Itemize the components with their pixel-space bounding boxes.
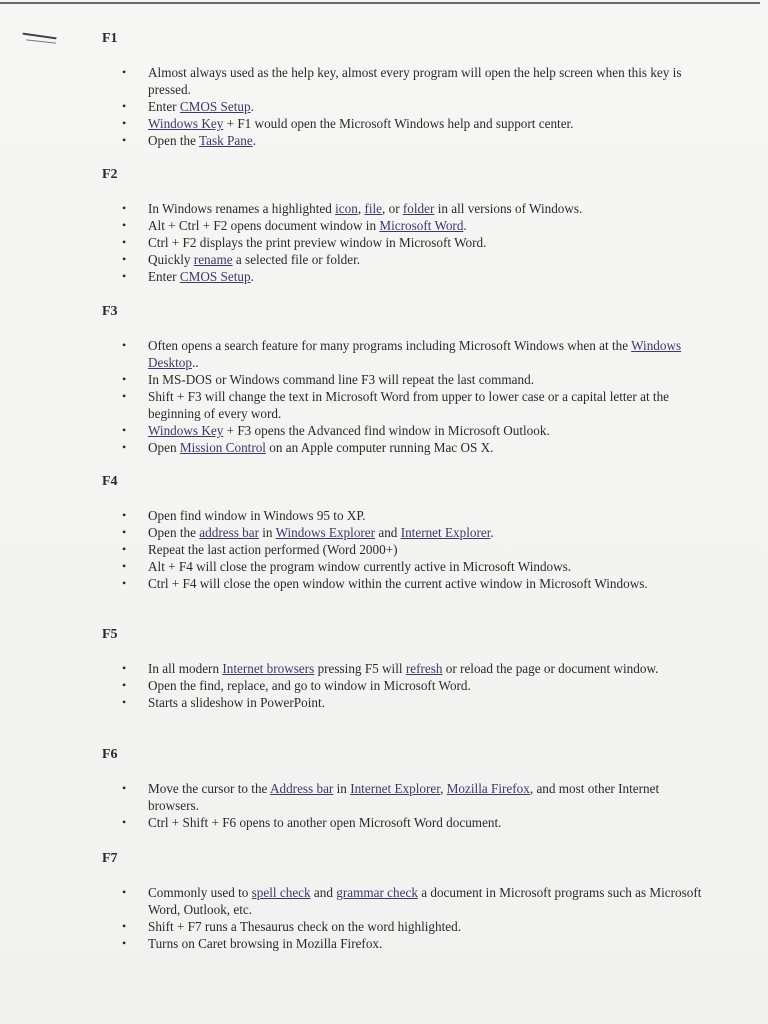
- hyperlink[interactable]: grammar check: [336, 885, 418, 900]
- list-item: [102, 524, 702, 541]
- item-text: and: [310, 885, 337, 900]
- list-item: [102, 234, 702, 251]
- section-f2: [102, 167, 702, 285]
- item-text: Shift + F3 will change the text in Microsoft Word from upper to lower case or a capital letter at the beginning of every word.: [148, 389, 670, 421]
- list-item: [102, 935, 702, 952]
- hyperlink[interactable]: address bar: [199, 525, 259, 540]
- list-item: [102, 422, 702, 439]
- item-text: Ctrl + F2 displays the print preview window in Microsoft Word.: [148, 235, 487, 250]
- item-text: Enter: [148, 99, 180, 114]
- hyperlink[interactable]: Mission Control: [179, 440, 266, 455]
- hyperlink[interactable]: Task Pane: [199, 133, 253, 148]
- list-item: [102, 694, 702, 711]
- list-item: [102, 541, 702, 558]
- item-text: .: [490, 525, 494, 540]
- section-heading: F3: [102, 304, 118, 319]
- item-text: + F1 would open the Microsoft Windows help and support center.: [223, 116, 574, 131]
- item-text: Ctrl + F4 will close the open window within the current active window in Microsoft Windows.: [148, 576, 648, 591]
- item-text: ,: [357, 201, 365, 216]
- hyperlink[interactable]: rename: [193, 252, 233, 267]
- item-text: Open find window in Windows 95 to XP.: [148, 508, 366, 523]
- bullet-list: [102, 64, 702, 149]
- hyperlink[interactable]: refresh: [405, 661, 443, 676]
- hyperlink[interactable]: Windows Explorer: [275, 525, 376, 540]
- item-text: Often opens a search feature for many programs including Microsoft Windows when at the: [148, 338, 632, 353]
- item-text: ..: [191, 355, 199, 370]
- section-f4: [102, 474, 702, 592]
- list-item: [102, 558, 702, 575]
- hyperlink[interactable]: CMOS Setup: [179, 99, 251, 114]
- hyperlink[interactable]: icon: [335, 201, 358, 216]
- list-item: [102, 814, 702, 831]
- item-text: Alt + F4 will close the program window currently active in Microsoft Windows.: [148, 559, 572, 574]
- section-f7: [102, 851, 702, 952]
- list-item: [102, 268, 702, 285]
- section-heading: F5: [102, 627, 118, 642]
- item-text: or reload the page or document window.: [442, 661, 659, 676]
- section-heading: F6: [102, 747, 118, 762]
- section-heading: F1: [102, 31, 118, 46]
- list-item: [102, 575, 702, 592]
- list-item: [102, 98, 702, 115]
- item-text: pressing F5 will: [314, 661, 406, 676]
- hyperlink[interactable]: Microsoft Word: [379, 218, 464, 233]
- list-item: [102, 371, 702, 388]
- section-heading: F7: [102, 851, 118, 866]
- list-item: [102, 918, 702, 935]
- item-text: In Windows renames a highlighted: [148, 201, 336, 216]
- item-text: in all versions of Windows.: [434, 201, 583, 216]
- top-edge-rule: [0, 2, 760, 4]
- section-heading: F2: [102, 167, 118, 182]
- hyperlink[interactable]: Windows Key: [148, 423, 224, 438]
- list-item: [102, 439, 702, 456]
- bullet-list: [102, 507, 702, 592]
- item-text: In MS-DOS or Windows command line F3 will repeat the last command.: [148, 372, 535, 387]
- list-item: [102, 677, 702, 694]
- item-text: ,: [440, 781, 447, 796]
- bullet-list: [102, 780, 702, 831]
- hyperlink[interactable]: CMOS Setup: [179, 269, 251, 284]
- hyperlink[interactable]: folder: [402, 201, 435, 216]
- item-text: Open the find, replace, and go to window in Microsoft Word.: [148, 678, 471, 693]
- item-text: in: [333, 781, 351, 796]
- item-text: , and most other Internet browsers.: [148, 781, 660, 813]
- item-text: a document in Microsoft programs such as Microsoft Word, Outlook, etc.: [148, 885, 702, 917]
- list-item: [102, 884, 702, 918]
- hyperlink[interactable]: Mozilla Firefox: [446, 781, 530, 796]
- item-text: a selected file or folder.: [232, 252, 361, 267]
- bullet-list: [102, 884, 702, 952]
- item-text: Repeat the last action performed (Word 2000+): [148, 542, 398, 557]
- item-text: in: [258, 525, 276, 540]
- list-item: [102, 388, 702, 422]
- hyperlink[interactable]: Windows Desktop: [148, 338, 682, 370]
- item-text: Commonly used to: [148, 885, 252, 900]
- item-text: and: [375, 525, 401, 540]
- hyperlink[interactable]: Internet Explorer: [350, 781, 441, 796]
- list-item: [102, 200, 702, 217]
- item-text: .: [463, 218, 467, 233]
- list-item: [102, 660, 702, 677]
- list-item: [102, 115, 702, 132]
- section-f5: [102, 627, 702, 711]
- item-text: .: [250, 99, 254, 114]
- item-text: In all modern: [148, 661, 223, 676]
- bullet-list: [102, 660, 702, 711]
- section-f6: [102, 747, 702, 831]
- list-item: [102, 251, 702, 268]
- item-text: Enter: [148, 269, 180, 284]
- hyperlink[interactable]: Windows Key: [148, 116, 224, 131]
- item-text: on an Apple computer running Mac OS X.: [265, 440, 494, 455]
- item-text: , or: [382, 201, 403, 216]
- item-text: Turns on Caret browsing in Mozilla Firefox.: [148, 936, 383, 951]
- item-text: Ctrl + Shift + F6 opens to another open Microsoft Word document.: [148, 815, 502, 830]
- hyperlink[interactable]: Address bar: [269, 781, 334, 796]
- list-item: [102, 337, 702, 371]
- bullet-list: [102, 200, 702, 285]
- section-heading: F4: [102, 474, 118, 489]
- item-text: Open: [148, 440, 180, 455]
- hyperlink[interactable]: Internet browsers: [222, 661, 315, 676]
- hyperlink[interactable]: Internet Explorer: [400, 525, 491, 540]
- list-item: [102, 507, 702, 524]
- item-text: Almost always used as the help key, almost every program will open the help screen when this key is pressed.: [148, 65, 682, 97]
- list-item: [102, 217, 702, 234]
- item-text: .: [252, 133, 256, 148]
- item-text: Starts a slideshow in PowerPoint.: [148, 695, 325, 710]
- bullet-list: [102, 337, 702, 456]
- item-text: Alt + Ctrl + F2 opens document window in: [148, 218, 380, 233]
- section-f3: [102, 304, 702, 456]
- item-text: Shift + F7 runs a Thesaurus check on the word highlighted.: [148, 919, 462, 934]
- item-text: .: [250, 269, 254, 284]
- item-text: Open the: [148, 133, 200, 148]
- section-f1: [102, 31, 702, 149]
- list-item: [102, 132, 702, 149]
- item-text: Open the: [148, 525, 200, 540]
- item-text: Move the cursor to the: [148, 781, 270, 796]
- list-item: [102, 780, 702, 814]
- list-item: [102, 64, 702, 98]
- item-text: Quickly: [148, 252, 194, 267]
- item-text: + F3 opens the Advanced find window in Microsoft Outlook.: [223, 423, 550, 438]
- hyperlink[interactable]: file: [364, 201, 383, 216]
- hyperlink[interactable]: spell check: [251, 885, 311, 900]
